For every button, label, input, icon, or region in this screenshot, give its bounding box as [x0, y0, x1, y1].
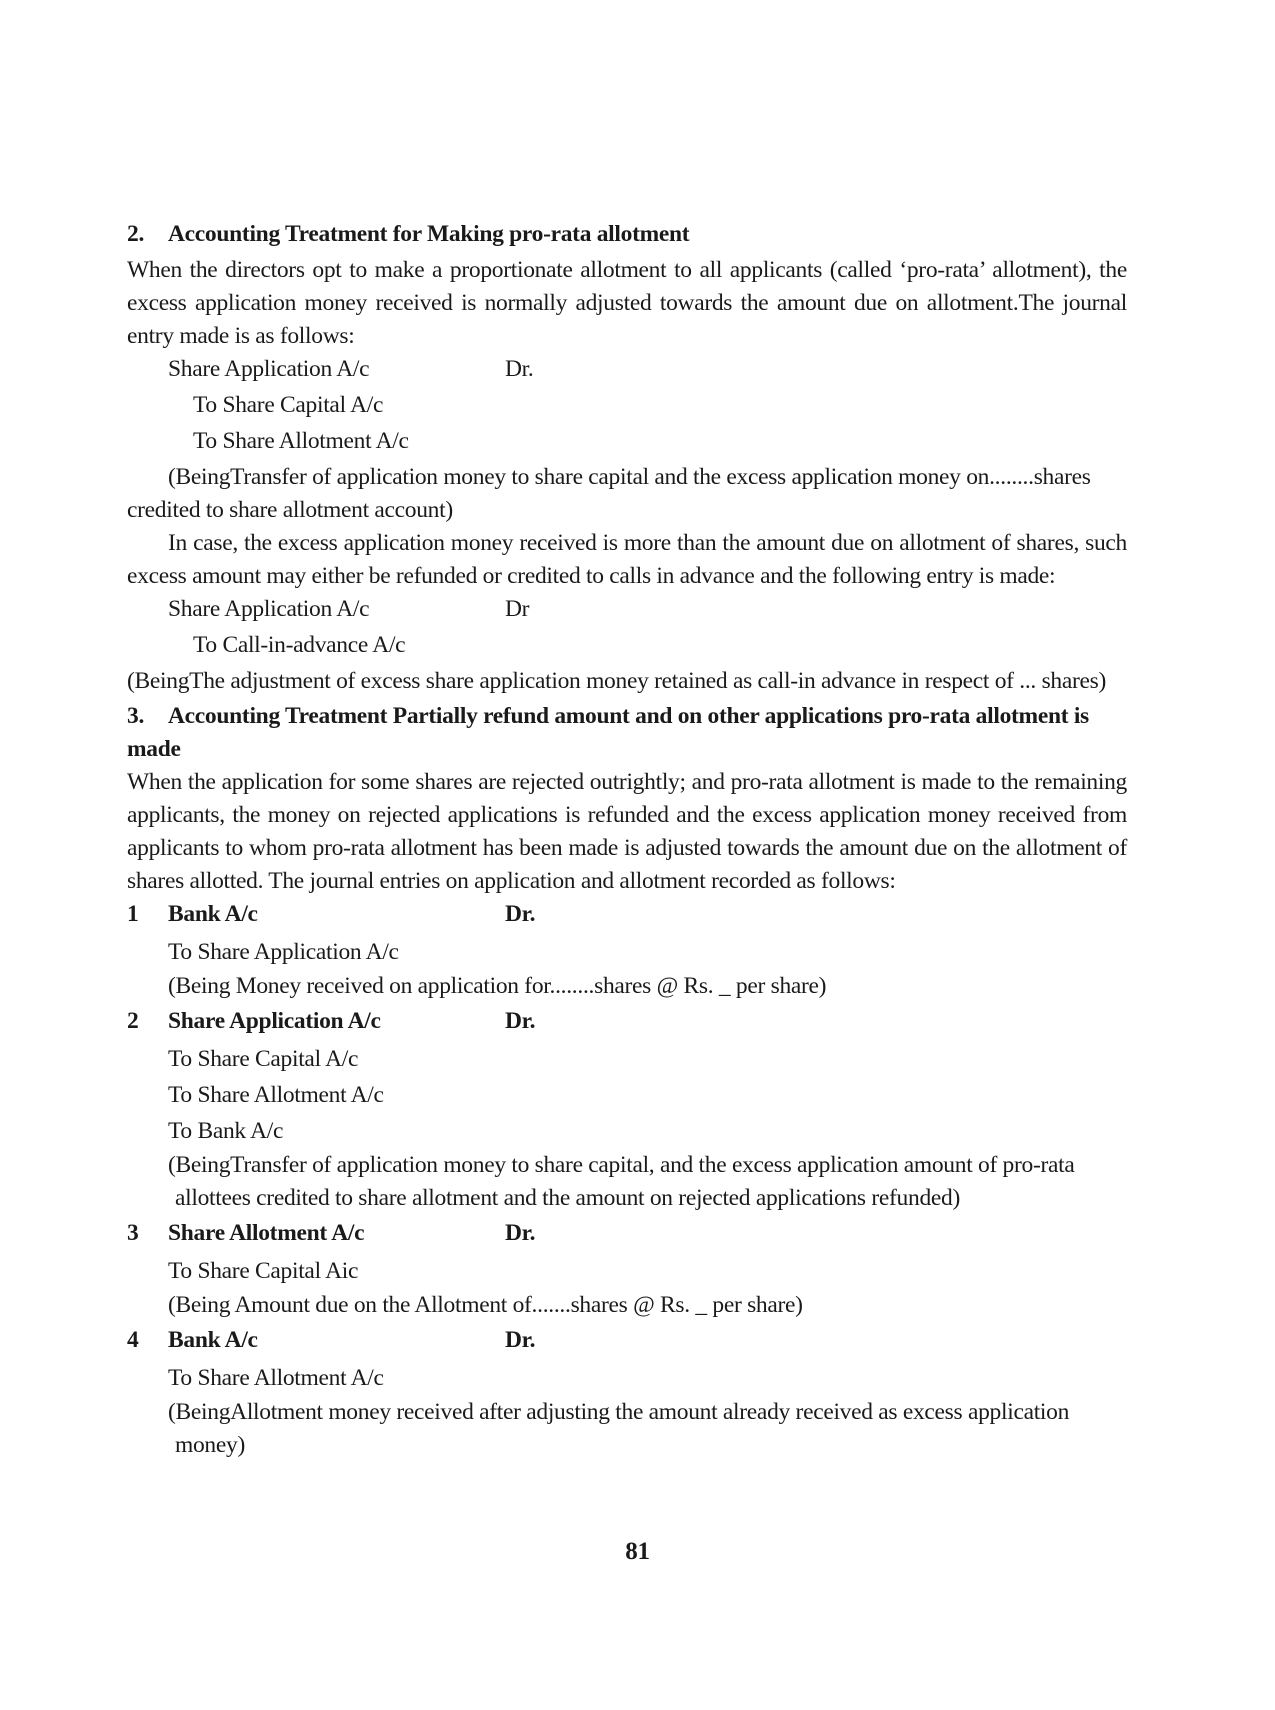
section-3-paragraph-text: When the application for some shares are rejected outrightly; and pro-rata allotment is made to the remaining applicants, the money on rejected applications is refunded and the excess application money received from applicants to whom pro-rata allotment has been made is adjusted towards the amount due on the allotment of shares allotted. The journal entries on application and allotment recorded as follows:	[127, 769, 1127, 894]
entry-2a-debit-account: Share Application A/c	[168, 356, 370, 382]
section-2-title: Accounting Treatment for Making pro-rata allotment	[168, 221, 690, 247]
section-2-paragraph	[127, 254, 1127, 353]
journal-entry-3-narration	[127, 1289, 1127, 1322]
section-2-paragraph-2-text: In case, the excess application money received is more than the amount due on allotment of shares, such excess amount may either be refunded or credited to calls in advance and the following entry is made:	[127, 530, 1127, 589]
entry-2b-credit-1: To Call-in-advance A/c	[193, 632, 406, 658]
journal-entry-3-number: 3	[127, 1220, 139, 1246]
journal-entry-1-dr: Dr.	[505, 901, 536, 927]
journal-entry-2-narration-line-2: allottees credited to share allotment and the amount on rejected applications refunded)	[175, 1185, 960, 1211]
section-3-paragraph	[127, 766, 1127, 898]
entry-2a-dr: Dr.	[505, 356, 534, 382]
journal-entry-3-dr: Dr.	[505, 1220, 536, 1246]
section-3-title: Accounting Treatment Partially refund amount and on other applications pro-rata allotment is made	[127, 703, 1089, 762]
entry-2a-narration-line-2: credited to share allotment account)	[127, 497, 453, 523]
journal-entry-3-credit-1: To Share Capital Aic	[168, 1258, 359, 1284]
section-2-paragraph-2	[127, 527, 1127, 593]
section-2-paragraph-text: When the directors opt to make a proportionate allotment to all applicants (called ‘pro-rata’ allotment), the excess application money received is normally adjusted towards the amount due on allotment.The journal entry made is as follows:	[127, 257, 1127, 349]
journal-entry-1-number: 1	[127, 901, 139, 927]
journal-entry-3-narration-line-1: (Being Amount due on the Allotment of.......shares @ Rs. _ per share)	[168, 1292, 803, 1318]
journal-entry-2-number: 2	[127, 1008, 139, 1034]
entry-2a-credit-row-1	[127, 389, 1127, 425]
journal-entry-4-narration-line-1: (BeingAllotment money received after adjusting the amount already received as excess application	[168, 1399, 1070, 1425]
journal-entry-4-dr: Dr.	[505, 1327, 536, 1353]
journal-entry-3-debit: Share Allotment A/c	[168, 1220, 365, 1246]
section-2-number: 2.	[127, 221, 145, 247]
journal-entry-2-credit-1: To Share Capital A/c	[168, 1046, 359, 1072]
entry-2a-debit-row	[127, 353, 1127, 389]
entry-2b-debit-row	[127, 593, 1127, 629]
journal-entry-2-credit-2: To Share Allotment A/c	[168, 1082, 384, 1108]
journal-entry-4-debit: Bank A/c	[168, 1327, 258, 1353]
journal-entry-1-narration	[127, 970, 1127, 1003]
journal-entry-2-narration-line-1: (BeingTransfer of application money to share capital, and the excess application amount of pro-rata	[168, 1152, 1075, 1178]
journal-entry-4	[127, 1324, 1127, 1360]
page-content	[127, 218, 1127, 1462]
journal-entry-2	[127, 1005, 1127, 1041]
entry-2a-credit-row-2	[127, 425, 1127, 461]
entry-2b-credit-row-1	[127, 629, 1127, 665]
entry-2b-debit-account: Share Application A/c	[168, 596, 370, 622]
entry-2b-narration: (BeingThe adjustment of excess share application money retained as call-in advance in respect of ... shares)	[127, 668, 1107, 694]
entry-2b-dr: Dr	[505, 596, 530, 622]
journal-entry-3	[127, 1217, 1127, 1253]
journal-entry-2-dr: Dr.	[505, 1008, 536, 1034]
entry-2a-narration-line-1: (BeingTransfer of application money to share capital and the excess application money on........shares	[168, 464, 1091, 490]
journal-entry-1-debit: Bank A/c	[168, 901, 258, 927]
journal-entry-4-narration	[127, 1396, 1127, 1462]
entry-2a-credit-1: To Share Capital A/c	[193, 392, 384, 418]
journal-entry-4-number: 4	[127, 1327, 139, 1353]
journal-entry-4-narration-line-2: money)	[175, 1432, 245, 1458]
entry-2a-credit-2: To Share Allotment A/c	[193, 428, 409, 454]
page-number: 81	[625, 1538, 650, 1565]
section-3-heading	[127, 700, 1127, 766]
section-3-number: 3.	[127, 703, 145, 729]
journal-entry-1	[127, 898, 1127, 934]
journal-entry-1-narration-line-1: (Being Money received on application for........shares @ Rs. _ per share)	[168, 973, 827, 999]
journal-entry-2-narration	[127, 1149, 1127, 1215]
journal-entry-4-credit-1: To Share Allotment A/c	[168, 1365, 384, 1391]
journal-entry-2-debit: Share Application A/c	[168, 1008, 381, 1034]
journal-entry-2-credit-3: To Bank A/c	[168, 1118, 284, 1144]
journal-entry-1-credit-1: To Share Application A/c	[168, 939, 399, 965]
section-2-heading	[127, 218, 1127, 251]
